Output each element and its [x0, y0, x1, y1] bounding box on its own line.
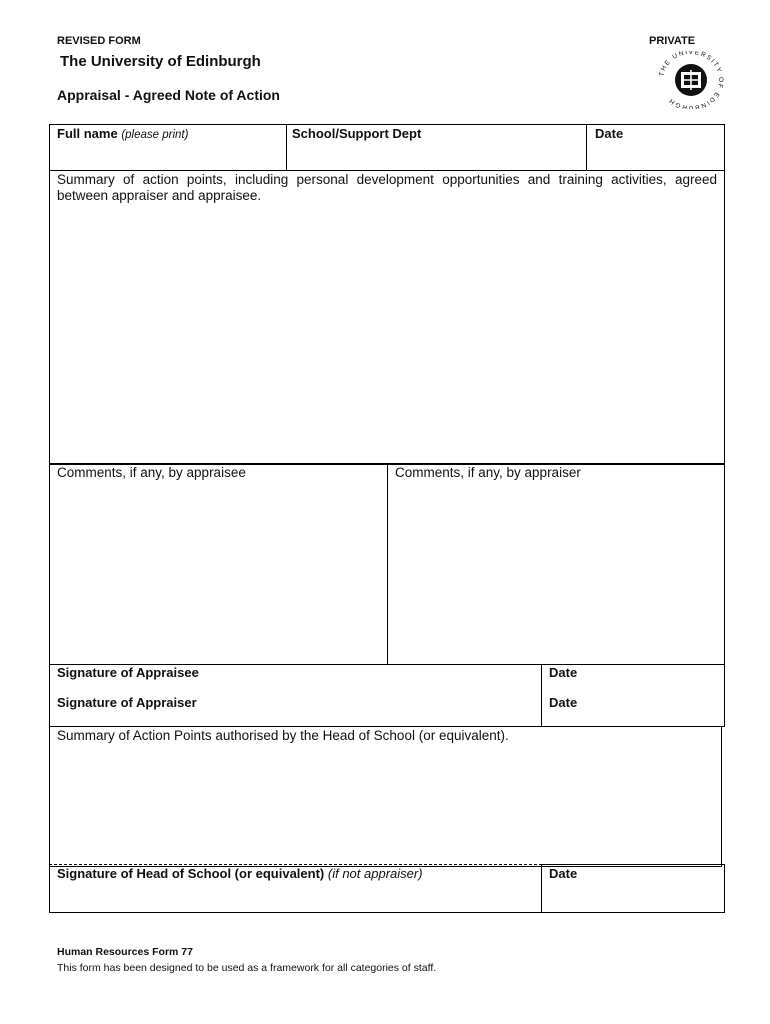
signature-dates-box[interactable] — [541, 664, 725, 727]
full-name-text: Full name — [57, 126, 118, 141]
appraisee-comments-box[interactable] — [49, 463, 388, 665]
appraisee-comments-label: Comments, if any, by appraisee — [57, 465, 246, 480]
head-signature-hint: (if not appraiser) — [327, 866, 423, 881]
authorised-summary-label: Summary of Action Points authorised by the Head of School (or equivalent). — [57, 728, 509, 743]
head-signature-box[interactable] — [49, 864, 542, 913]
university-crest-logo — [654, 51, 728, 109]
appraiser-comments-label: Comments, if any, by appraiser — [395, 465, 581, 480]
appraiser-date-label: Date — [549, 695, 578, 710]
summary-action-points-box[interactable] — [49, 170, 725, 465]
private-label: PRIVATE — [649, 35, 696, 47]
full-name-field[interactable] — [49, 124, 287, 171]
appraiser-comments-box[interactable] — [387, 463, 725, 665]
authorised-summary-box[interactable] — [49, 726, 722, 867]
head-date-box[interactable] — [541, 864, 725, 913]
full-name-hint: (please print) — [121, 129, 189, 141]
revised-form-label: REVISED FORM — [57, 35, 141, 47]
school-dept-label: School/Support Dept — [292, 126, 422, 141]
appraisee-date-label: Date — [549, 665, 578, 680]
appraisee-signature-label: Signature of Appraisee — [57, 665, 199, 680]
university-name: The University of Edinburgh — [60, 53, 261, 70]
form-title: Appraisal - Agreed Note of Action — [57, 87, 280, 103]
signatures-box[interactable] — [49, 664, 542, 727]
summary-label: Summary of action points, including personal development opportunities and training activities, agreed between appraiser and appraisee. — [57, 172, 717, 203]
school-dept-field[interactable] — [286, 124, 587, 171]
date-field-top[interactable] — [586, 124, 725, 171]
head-signature-label: Signature of Head of School (or equivalent) (if not appraiser) — [57, 866, 423, 881]
form-note: This form has been designed to be used as a framework for all categories of staff. — [57, 962, 437, 974]
date-label-top: Date — [595, 126, 624, 141]
svg-text:THE UNIVERSITY OF EDINBURGH: THE UNIVERSITY OF EDINBURGH — [658, 51, 725, 109]
full-name-label — [57, 126, 188, 143]
form-number: Human Resources Form 77 — [57, 946, 193, 958]
appraiser-signature-label: Signature of Appraiser — [57, 695, 197, 710]
head-date-label: Date — [549, 866, 578, 881]
